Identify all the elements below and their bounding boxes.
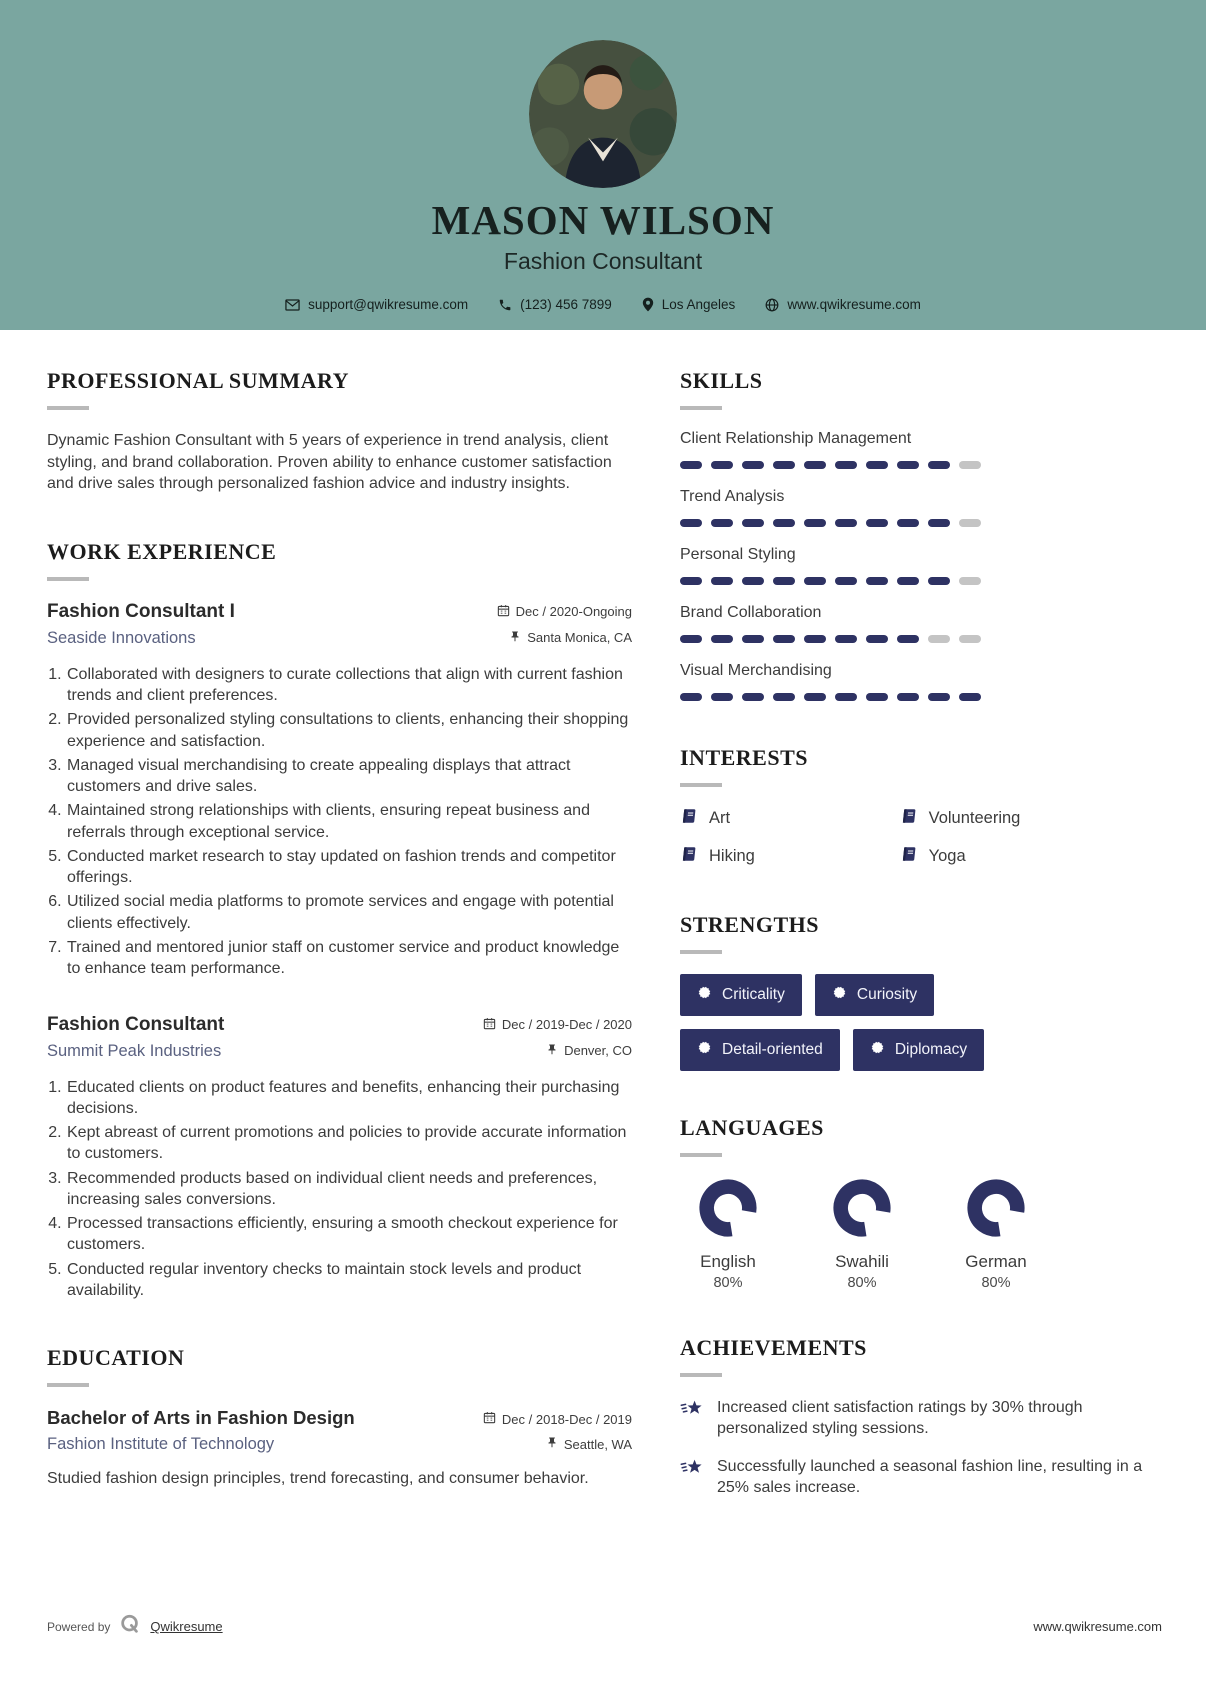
portrait-illustration	[529, 40, 677, 188]
achievement-item	[680, 1397, 1168, 1439]
skill-dot-filled	[928, 693, 950, 701]
strengths-section	[680, 912, 1168, 1071]
language-name: German	[965, 1252, 1027, 1271]
skill-item	[680, 488, 1168, 527]
language-item	[680, 1177, 776, 1291]
skill-dot-filled	[897, 519, 919, 527]
interest-item	[900, 807, 1120, 830]
book-icon	[680, 807, 698, 830]
job-bullet: 1. Collaborated with designers to curate collections that align with current fashion trends and client preferences.	[66, 664, 632, 707]
language-list	[680, 1177, 1168, 1291]
qwikresume-link[interactable]: Qwikresume	[150, 1619, 223, 1634]
skill-dot-filled	[773, 519, 795, 527]
skill-dot-filled	[928, 577, 950, 585]
skill-dot-filled	[804, 519, 826, 527]
strength-label: Criticality	[722, 986, 785, 1003]
burst-icon	[870, 1040, 885, 1060]
heading-rule	[680, 783, 722, 787]
heading-rule	[680, 1153, 722, 1157]
calendar-icon	[497, 604, 510, 620]
strength-label: Diplomacy	[894, 1041, 968, 1058]
skill-dot-filled	[835, 461, 857, 469]
language-gauge	[697, 1226, 759, 1243]
email-contact: support@qwikresume.com	[285, 297, 468, 312]
pushpin-icon	[546, 1436, 558, 1452]
calendar-icon	[483, 1017, 496, 1033]
profile-photo	[529, 40, 677, 188]
job-bullet: 7. Trained and mentored junior staff on customer service and product knowledge to enhance team performance.	[66, 937, 632, 980]
skill-dot-filled	[742, 577, 764, 585]
section-heading-strengths: STRENGTHS	[680, 912, 819, 937]
skill-dot-filled	[897, 461, 919, 469]
header	[0, 0, 1206, 330]
skill-dot-filled	[773, 693, 795, 701]
skill-dot-filled	[711, 693, 733, 701]
strength-label: Curiosity	[856, 986, 918, 1003]
email-icon	[285, 299, 300, 311]
location-contact: Los Angeles	[642, 297, 736, 312]
skill-dot-filled	[866, 577, 888, 585]
skill-dot-filled	[835, 693, 857, 701]
skill-name: Visual Merchandising	[680, 662, 832, 679]
skill-dot-filled	[680, 635, 702, 643]
job-entry-title: Fashion Consultant I	[47, 600, 235, 622]
language-gauge	[965, 1226, 1027, 1243]
skill-dot-filled	[742, 519, 764, 527]
section-heading-languages: LANGUAGES	[680, 1115, 824, 1140]
strength-badge	[680, 974, 802, 1016]
achievements-section	[680, 1335, 1168, 1498]
book-icon	[680, 845, 698, 868]
interest-label: Hiking	[709, 847, 755, 865]
shooting-star-icon	[680, 1456, 704, 1498]
work-section	[47, 539, 632, 1301]
interest-item	[680, 845, 900, 868]
achievement-list	[680, 1397, 1168, 1498]
pushpin-icon	[509, 630, 521, 646]
strength-label: Detail-oriented	[722, 1041, 823, 1058]
section-heading-summary: PROFESSIONAL SUMMARY	[47, 368, 349, 393]
section-heading-skills: SKILLS	[680, 368, 763, 393]
skill-dot-filled	[866, 693, 888, 701]
achievement-text: Successfully launched a seasonal fashion line, resulting in a 25% sales increase.	[717, 1458, 1143, 1497]
job-bullet: 5. Conducted regular inventory checks to maintain stock levels and product availability.	[66, 1259, 632, 1302]
skill-item	[680, 604, 1168, 643]
left-column	[47, 368, 632, 1542]
book-icon	[900, 807, 918, 830]
school-name: Fashion Institute of Technology	[47, 1435, 275, 1454]
footer-website: www.qwikresume.com	[1033, 1619, 1162, 1634]
languages-section	[680, 1115, 1168, 1291]
interest-label: Yoga	[928, 847, 966, 865]
skill-dot-filled	[742, 693, 764, 701]
job-bullet: 4. Maintained strong relationships with clients, ensuring repeat business and referrals through exceptional service.	[66, 800, 632, 843]
pushpin-icon	[546, 1043, 558, 1059]
skill-level-bar	[680, 577, 1168, 585]
skill-item	[680, 546, 1168, 585]
skill-dot-filled	[804, 635, 826, 643]
skill-item	[680, 430, 1168, 469]
phone-contact: (123) 456 7899	[498, 297, 612, 312]
education-section	[47, 1345, 632, 1490]
heading-rule	[47, 1383, 89, 1387]
skill-dot-filled	[866, 635, 888, 643]
section-heading-achievements: ACHIEVEMENTS	[680, 1335, 867, 1360]
company-name: Summit Peak Industries	[47, 1041, 222, 1060]
degree-title: Bachelor of Arts in Fashion Design	[47, 1407, 355, 1429]
achievement-text: Increased client satisfaction ratings by 30% through personalized styling sessions.	[717, 1399, 1083, 1438]
skill-dot-filled	[773, 461, 795, 469]
skill-dot-filled	[711, 519, 733, 527]
skill-level-bar	[680, 635, 1168, 643]
language-item	[948, 1177, 1044, 1291]
achievement-item	[680, 1456, 1168, 1498]
skill-dot-filled	[897, 577, 919, 585]
language-name: Swahili	[835, 1252, 889, 1271]
skill-item	[680, 662, 1168, 701]
skills-section	[680, 368, 1168, 701]
job-entry-title: Fashion Consultant	[47, 1013, 225, 1035]
strength-badge	[680, 1029, 840, 1071]
phone-icon	[498, 298, 512, 312]
website-contact: www.qwikresume.com	[765, 297, 921, 312]
interest-label: Art	[709, 809, 731, 827]
skill-dot-filled	[897, 693, 919, 701]
job-bullet: 1. Educated clients on product features and benefits, enhancing their purchasing decisions.	[66, 1077, 632, 1120]
job-bullet: 2. Provided personalized styling consultations to clients, enhancing their shopping experience and satisfaction.	[66, 709, 632, 752]
skill-dot-filled	[711, 577, 733, 585]
skill-dot-filled	[680, 577, 702, 585]
heading-rule	[680, 1373, 722, 1377]
skill-dot-filled	[928, 519, 950, 527]
education-location: Seattle, WA	[546, 1436, 632, 1452]
skill-name: Brand Collaboration	[680, 604, 822, 621]
skill-dot-filled	[835, 519, 857, 527]
book-icon	[900, 845, 918, 868]
skill-dot-filled	[711, 635, 733, 643]
summary-text: Dynamic Fashion Consultant with 5 years of experience in trend analysis, client styling, and brand collaboration. Proven ability to enhance customer satisfaction and drive sales through personalized fashion advice and industry insights.	[47, 432, 612, 493]
language-percent: 80%	[713, 1275, 743, 1291]
burst-icon	[697, 985, 712, 1005]
job-bullet-list	[66, 1077, 632, 1302]
skill-dot-empty	[959, 577, 981, 585]
skill-level-bar	[680, 461, 1168, 469]
right-column	[680, 368, 1168, 1542]
skill-dot-filled	[835, 635, 857, 643]
job-location: Santa Monica, CA	[509, 630, 632, 646]
powered-by-label: Powered by	[47, 1619, 111, 1634]
skill-dot-filled	[773, 635, 795, 643]
skill-dot-filled	[804, 461, 826, 469]
burst-icon	[697, 1040, 712, 1060]
skill-dot-filled	[928, 461, 950, 469]
heading-rule	[680, 950, 722, 954]
interest-item	[680, 807, 900, 830]
interests-section	[680, 745, 1168, 868]
education-description: Studied fashion design principles, trend forecasting, and consumer behavior.	[47, 1470, 589, 1488]
skill-dot-filled	[680, 693, 702, 701]
job-bullet: 4. Processed transactions efficiently, ensuring a smooth checkout experience for customers.	[66, 1213, 632, 1256]
summary-section	[47, 368, 632, 495]
globe-icon	[765, 298, 779, 312]
skill-level-bar	[680, 693, 1168, 701]
skill-dot-filled	[680, 461, 702, 469]
skill-dot-filled	[680, 519, 702, 527]
skill-name: Trend Analysis	[680, 488, 785, 505]
contact-row	[0, 297, 1206, 312]
shooting-star-icon	[680, 1397, 704, 1439]
language-name: English	[700, 1252, 756, 1271]
skill-dot-empty	[959, 519, 981, 527]
language-percent: 80%	[981, 1275, 1011, 1291]
job-bullet: 6. Utilized social media platforms to promote services and engage with potential clients effectively.	[66, 891, 632, 934]
skill-dot-empty	[959, 461, 981, 469]
skill-dot-filled	[742, 635, 764, 643]
company-name: Seaside Innovations	[47, 628, 196, 647]
job-date: Dec / 2019-Dec / 2020	[483, 1017, 632, 1033]
skill-level-bar	[680, 519, 1168, 527]
powered-by	[47, 1613, 223, 1640]
job-title: Fashion Consultant	[503, 248, 703, 274]
heading-rule	[47, 406, 89, 410]
skill-dot-filled	[835, 577, 857, 585]
job-list	[47, 601, 632, 1301]
skill-dot-empty	[959, 635, 981, 643]
language-item	[814, 1177, 910, 1291]
skill-dot-filled	[711, 461, 733, 469]
interest-label: Volunteering	[928, 809, 1021, 827]
job-location: Denver, CO	[546, 1043, 632, 1059]
section-heading-education: EDUCATION	[47, 1345, 185, 1371]
burst-icon	[832, 985, 847, 1005]
skill-dot-filled	[959, 693, 981, 701]
interest-list	[680, 807, 1119, 868]
location-pin-icon	[642, 297, 654, 312]
footer	[0, 1613, 1206, 1640]
job-bullet: 3. Managed visual merchandising to create appealing displays that attract customers and drive sales.	[66, 755, 632, 798]
skill-dot-filled	[897, 635, 919, 643]
section-heading-interests: INTERESTS	[680, 745, 809, 770]
job-bullet: 2. Kept abreast of current promotions and policies to provide accurate information to customers.	[66, 1122, 632, 1165]
name: MASON WILSON	[431, 197, 775, 243]
calendar-icon	[483, 1411, 496, 1427]
strength-list	[680, 974, 1060, 1071]
strength-badge	[815, 974, 934, 1016]
qwikresume-logo-icon	[119, 1613, 141, 1640]
skill-dot-filled	[773, 577, 795, 585]
strength-badge	[853, 1029, 984, 1071]
job-entry	[47, 601, 632, 980]
skill-dot-filled	[804, 577, 826, 585]
job-bullet-list	[66, 664, 632, 980]
heading-rule	[680, 406, 722, 410]
skill-dot-filled	[742, 461, 764, 469]
skill-dot-filled	[866, 461, 888, 469]
job-bullet: 5. Conducted market research to stay updated on fashion trends and competitor offerings.	[66, 846, 632, 889]
skill-dot-filled	[866, 519, 888, 527]
skill-list	[680, 430, 1168, 701]
education-date: Dec / 2018-Dec / 2019	[483, 1411, 632, 1427]
job-entry	[47, 1014, 632, 1302]
skill-dot-filled	[804, 693, 826, 701]
interest-item	[900, 845, 1120, 868]
skill-name: Client Relationship Management	[680, 430, 912, 447]
skill-name: Personal Styling	[680, 546, 796, 563]
job-bullet: 3. Recommended products based on individual client needs and preferences, increasing sales conversions.	[66, 1168, 632, 1211]
heading-rule	[47, 577, 89, 581]
skill-dot-empty	[928, 635, 950, 643]
section-heading-work: WORK EXPERIENCE	[47, 538, 277, 564]
job-date: Dec / 2020-Ongoing	[497, 604, 632, 620]
language-gauge	[831, 1226, 893, 1243]
language-percent: 80%	[847, 1275, 877, 1291]
